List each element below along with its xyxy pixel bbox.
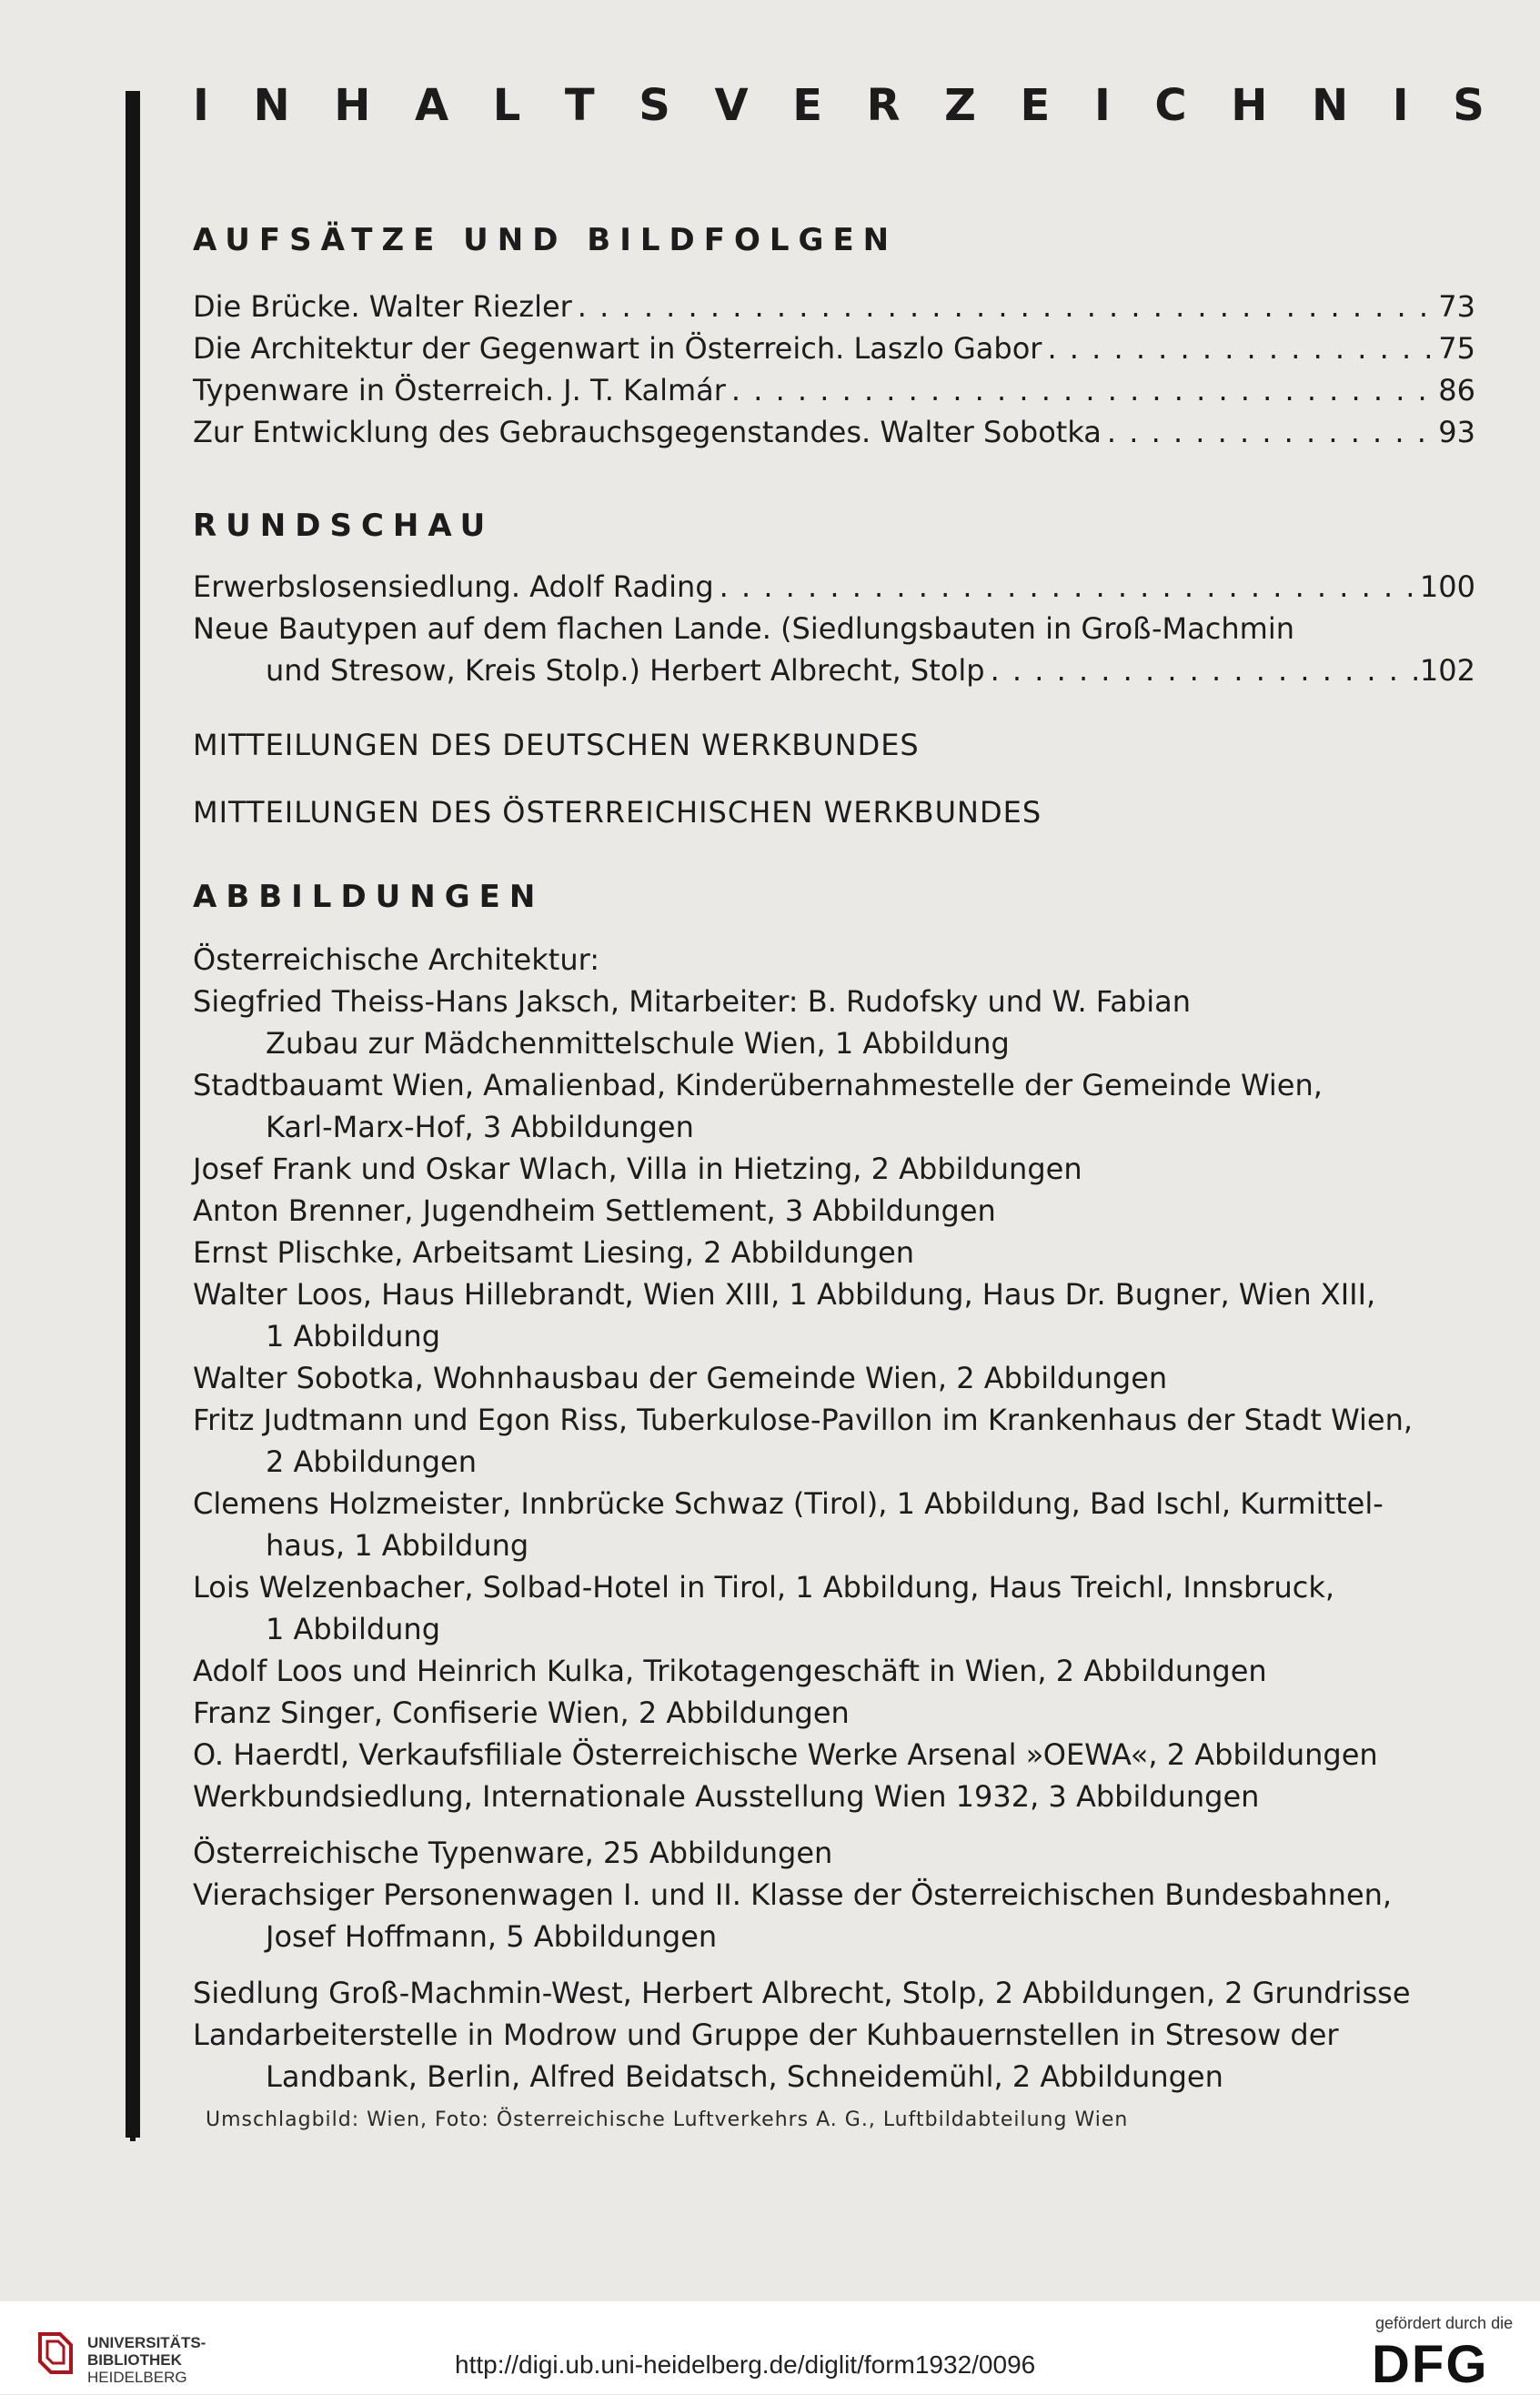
cover-credit: Umschlagbild: Wien, Foto: Österreichische Luftverkehrs A. G., Luftbildabteilung Wien: [206, 2108, 1129, 2131]
title-letter: E: [1020, 80, 1051, 131]
library-logo-icon: [35, 2329, 76, 2378]
list-item: Franz Singer, Confiserie Wien, 2 Abbildungen: [193, 1696, 850, 1730]
mitteilungen-oesterr: [193, 791, 1475, 833]
toc-page-number: 86: [1438, 373, 1475, 408]
toc-entry-text: Die Architektur der Gegenwart in Österreich. Laszlo Gabor: [193, 331, 1042, 366]
title-letter: T: [564, 80, 595, 131]
mitteilungen-deutsch: [193, 724, 1475, 766]
title-letter: C: [1154, 80, 1187, 131]
toc-page-number: 102: [1419, 653, 1475, 688]
list-item: Landarbeiterstelle in Modrow und Gruppe der Kuhbauernstellen in Stresow der: [193, 2018, 1339, 2052]
toc-entry: [193, 327, 1475, 369]
list-item: Josef Hoffmann, 5 Abbildungen: [266, 1919, 718, 1954]
title-letter: I: [1392, 80, 1409, 131]
rundschau-list: [193, 566, 1475, 691]
title-letter: I: [193, 80, 209, 131]
list-item: O. Haerdtl, Verkaufsfiliale Österreichische Werke Arsenal »OEWA«, 2 Abbildungen: [193, 1737, 1378, 1772]
toc-page-number: 93: [1438, 415, 1475, 449]
library-name-line: BIBLIOTHEK: [87, 2351, 182, 2369]
list-item: Clemens Holzmeister, Innbrücke Schwaz (Tirol), 1 Abbildung, Bad Ischl, Kurmittel-: [193, 1486, 1384, 1521]
left-margin-bar-tail: [130, 2128, 136, 2141]
list-item: Anton Brenner, Jugendheim Settlement, 3 Abbildungen: [193, 1193, 996, 1228]
toc-page-number: 75: [1438, 331, 1475, 366]
heading-mitteilungen-deutsch: MITTEILUNGEN DES DEUTSCHEN WERKBUNDES: [193, 728, 920, 762]
title-letter: S: [1453, 80, 1485, 131]
list-item: Adolf Loos und Heinrich Kulka, Trikotagengeschäft in Wien, 2 Abbildungen: [193, 1654, 1267, 1688]
toc-entry-text: Zur Entwicklung des Gebrauchsgegenstandes. Walter Sobotka: [193, 415, 1102, 449]
title-letter: H: [334, 80, 371, 131]
digitization-footer: [0, 2301, 1540, 2394]
section-title-rundschau: RUNDSCHAU: [193, 508, 495, 544]
title-letter: I: [1093, 80, 1111, 131]
list-item: Vierachsiger Personenwagen I. und II. Klasse der Österreichischen Bundesbahnen,: [193, 1877, 1393, 1912]
dfg-logo: DFG: [1372, 2335, 1489, 2394]
toc-entry: [193, 369, 1475, 411]
title-letter: H: [1231, 80, 1268, 131]
leader-dots: [726, 369, 1434, 411]
list-item: Josef Frank und Oskar Wlach, Villa in Hietzing, 2 Abbildungen: [193, 1152, 1082, 1186]
title-letter: R: [866, 80, 901, 131]
list-item: Walter Sobotka, Wohnhausbau der Gemeinde Wien, 2 Abbildungen: [193, 1361, 1168, 1395]
list-item: 1 Abbildung: [266, 1612, 441, 1646]
leader-dots: [985, 649, 1420, 691]
list-item: Siegfried Theiss-Hans Jaksch, Mitarbeiter: B. Rudofsky und W. Fabian: [193, 984, 1191, 1019]
title-letter: N: [1311, 80, 1349, 131]
library-name: [87, 2334, 206, 2386]
toc-page-number: 73: [1438, 289, 1475, 324]
library-name-line: UNIVERSITÄTS-: [87, 2334, 206, 2351]
toc-entry: [193, 649, 1475, 691]
left-margin-bar: [126, 91, 140, 2138]
toc-entry-text: Typenware in Österreich. J. T. Kalmár: [193, 373, 726, 408]
list-item: Walter Loos, Haus Hillebrandt, Wien XIII, 1 Abbildung, Haus Dr. Bugner, Wien XIII,: [193, 1277, 1376, 1312]
heading-mitteilungen-oesterr: MITTEILUNGEN DES ÖSTERREICHISCHEN WERKBUNDES: [193, 795, 1042, 830]
toc-entry-text: Erwerbslosensiedlung. Adolf Rading: [193, 569, 714, 604]
list-item: 1 Abbildung: [266, 1319, 441, 1353]
title-letter: L: [492, 80, 521, 131]
title-letter: V: [714, 80, 749, 131]
leader-dots: [572, 286, 1434, 327]
toc-entry: [193, 411, 1475, 453]
list-item: Landbank, Berlin, Alfred Beidatsch, Schneidemühl, 2 Abbildungen: [266, 2059, 1223, 2094]
list-item: haus, 1 Abbildung: [266, 1528, 529, 1563]
list-item: Werkbundsiedlung, Internationale Ausstellung Wien 1932, 3 Abbildungen: [193, 1779, 1260, 1814]
list-item: Stadtbauamt Wien, Amalienbad, Kinderübernahmestelle der Gemeinde Wien,: [193, 1068, 1323, 1102]
abbildungen-list: [193, 939, 1475, 2098]
list-item: Karl-Marx-Hof, 3 Abbildungen: [266, 1110, 694, 1144]
toc-page-number: 100: [1419, 569, 1475, 604]
list-item: Ernst Plischke, Arbeitsamt Liesing, 2 Abbildungen: [193, 1235, 915, 1270]
toc-entry: [193, 286, 1475, 327]
aufsaetze-list: [193, 286, 1475, 453]
toc-entry-text: und Stresow, Kreis Stolp.) Herbert Albrecht, Stolp: [266, 653, 985, 688]
toc-entry-text: Neue Bautypen auf dem flachen Lande. (Siedlungsbauten in Groß-Machmin: [193, 611, 1294, 646]
title-letter: N: [253, 80, 290, 131]
list-item: Fritz Judtmann und Egon Riss, Tuberkulose-Pavillon im Krankenhaus der Stadt Wien,: [193, 1403, 1414, 1437]
leader-dots: [1042, 327, 1434, 369]
list-item: Zubau zur Mädchenmittelschule Wien, 1 Abbildung: [266, 1026, 1010, 1061]
list-item: 2 Abbildungen: [266, 1444, 477, 1479]
title-letter: S: [639, 80, 670, 131]
section-title-abbildungen: ABBILDUNGEN: [193, 879, 545, 915]
dfg-label: gefördert durch die: [1375, 2314, 1514, 2332]
leader-dots: [714, 566, 1420, 608]
library-name-line: HEIDELBERG: [87, 2369, 187, 2386]
list-item: Österreichische Typenware, 25 Abbildungen: [193, 1836, 833, 1870]
toc-entry: [193, 566, 1475, 608]
page-title: [193, 80, 1485, 131]
list-item: Lois Welzenbacher, Solbad-Hotel in Tirol, 1 Abbildung, Haus Treichl, Innsbruck,: [193, 1570, 1335, 1605]
title-letter: Z: [944, 80, 976, 131]
title-letter: A: [414, 80, 449, 131]
list-item: Österreichische Architektur:: [193, 942, 599, 977]
section-title-aufsaetze: AUFSÄTZE UND BILDFOLGEN: [193, 222, 899, 258]
source-url-link[interactable]: http://digi.ub.uni-heidelberg.de/diglit/form1932/0096: [455, 2350, 1036, 2379]
leader-dots: [1102, 411, 1434, 453]
title-letter: E: [792, 80, 822, 131]
toc-entry-text: Die Brücke. Walter Riezler: [193, 289, 572, 324]
list-item: Siedlung Groß-Machmin-West, Herbert Albrecht, Stolp, 2 Abbildungen, 2 Grundrisse: [193, 1976, 1411, 2010]
